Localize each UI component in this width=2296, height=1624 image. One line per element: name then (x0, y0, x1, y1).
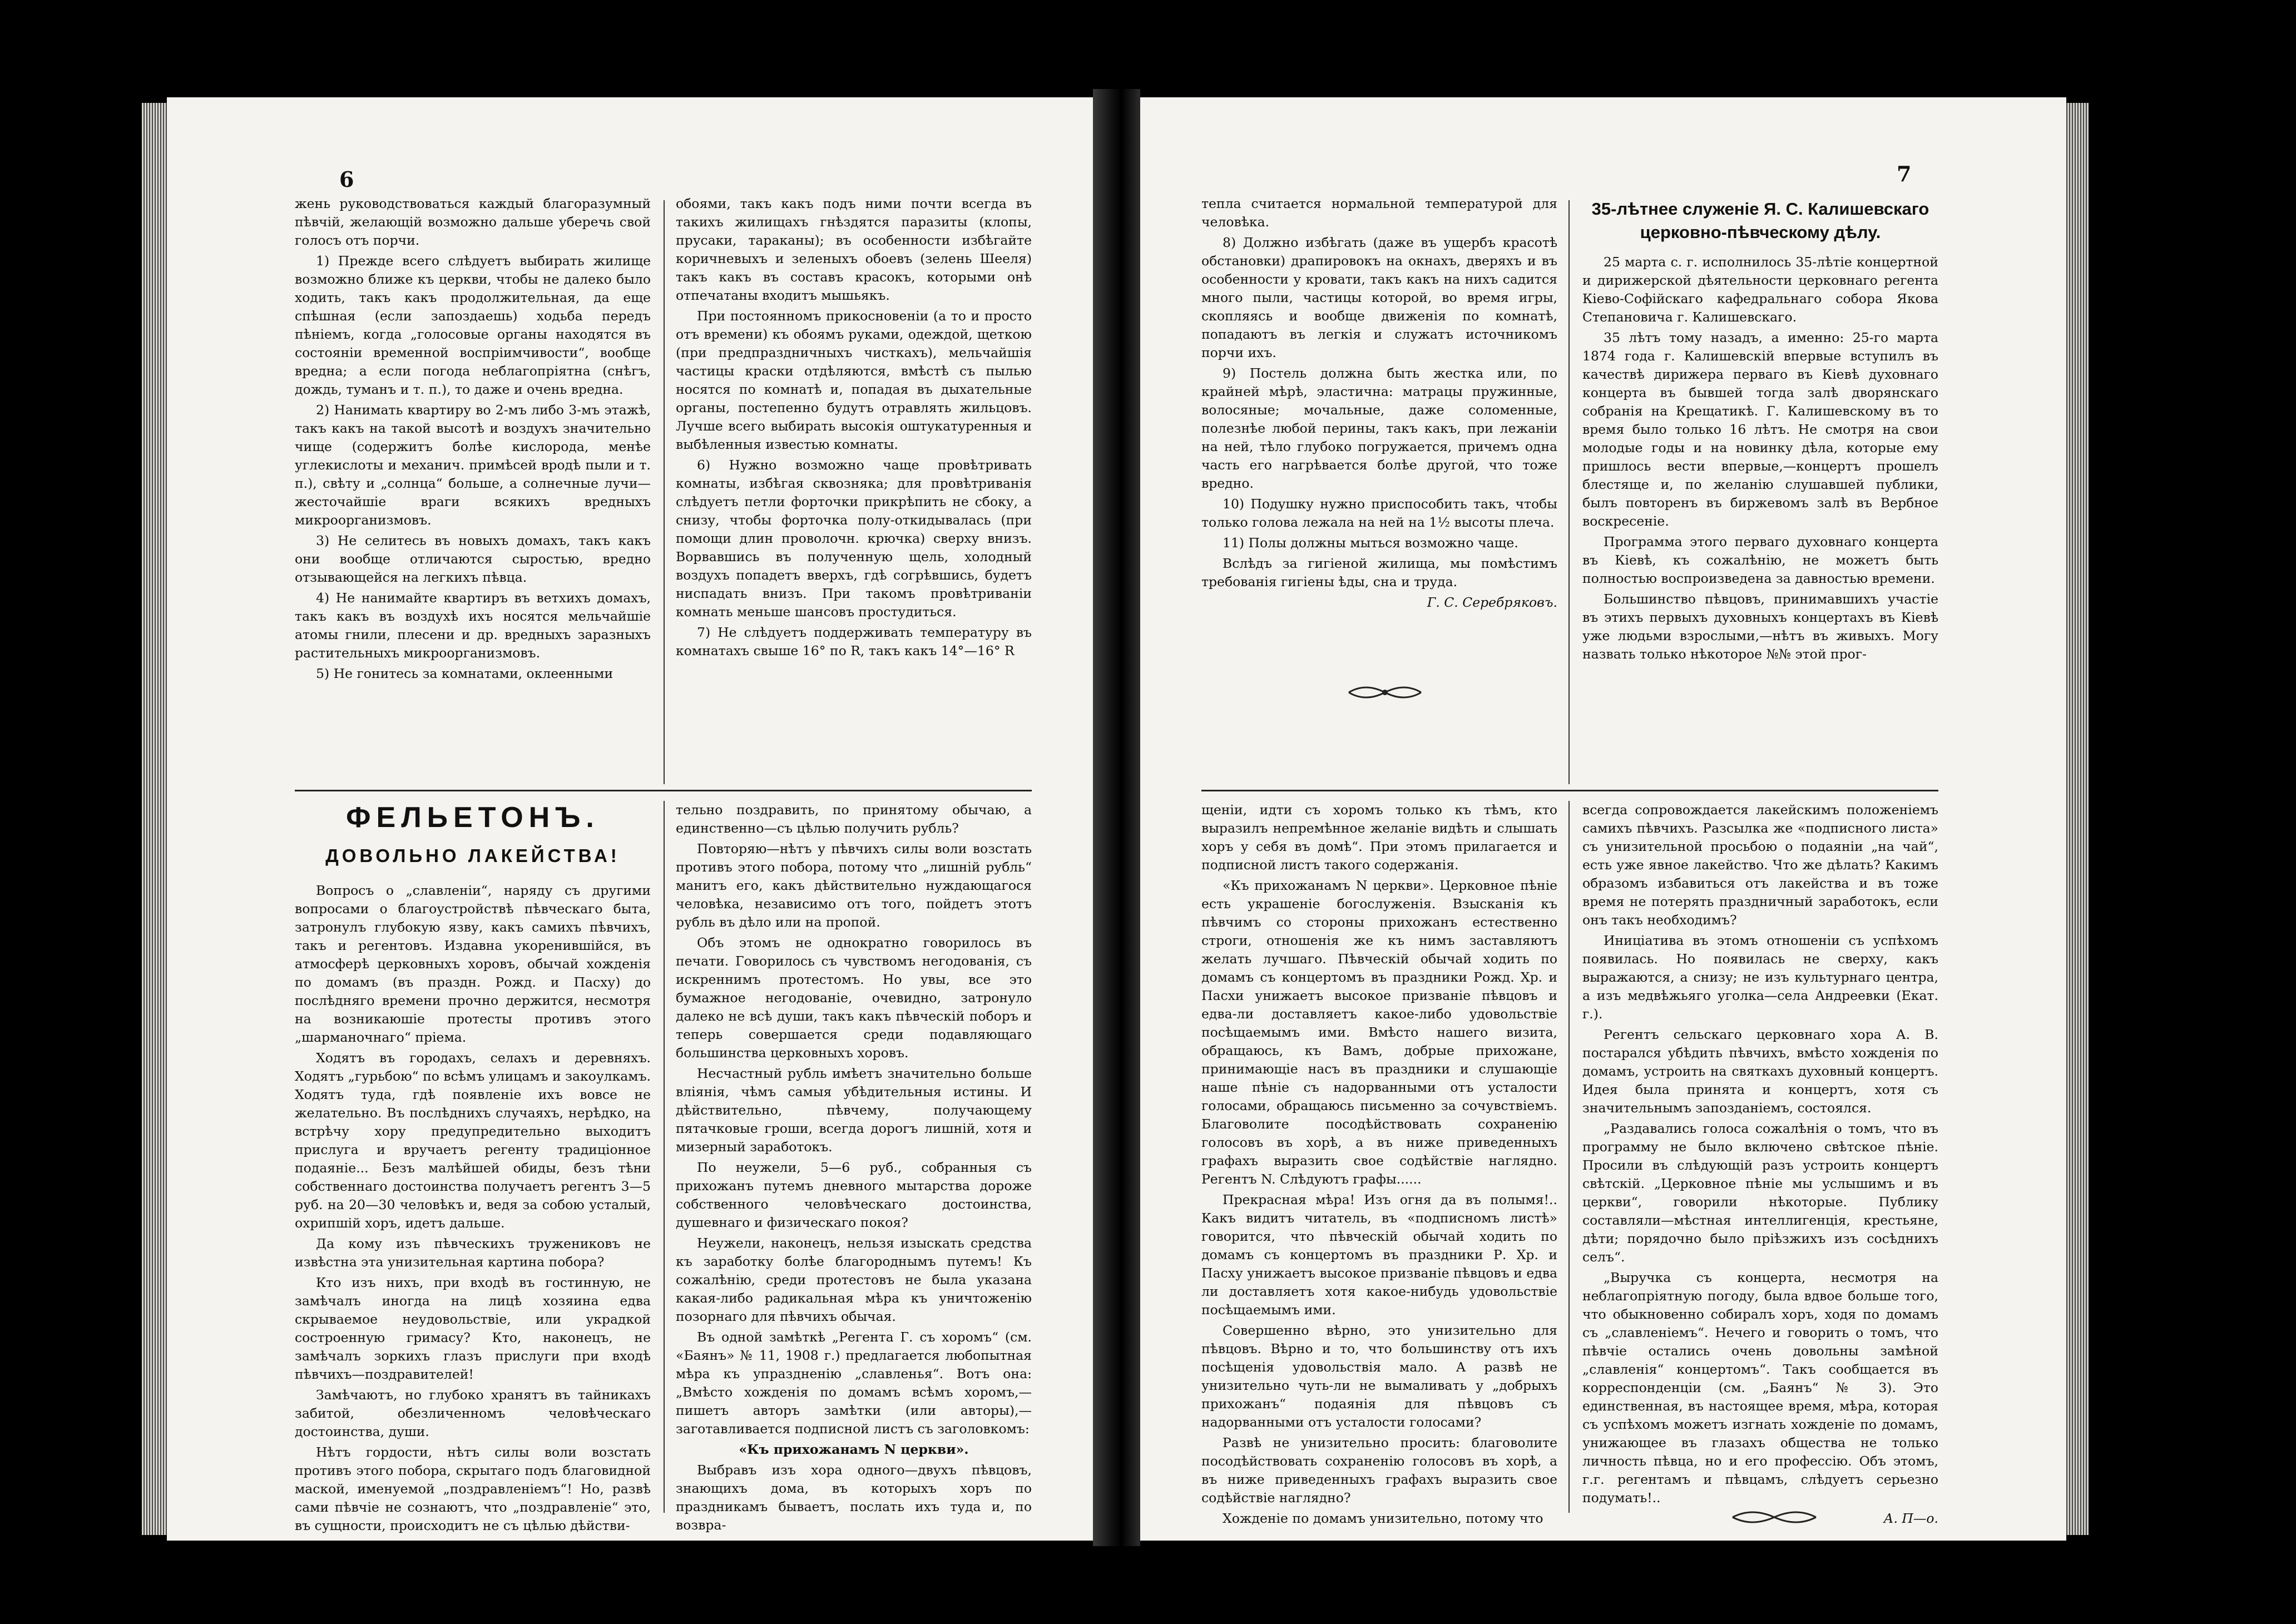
paragraph: 10) Подушку нужно приспособить такъ, чтобы только голова лежала на ней на 1½ высоты плеча. (1201, 496, 1557, 530)
paragraph: Большинство пѣвцовъ, принимавшихъ участіе въ этихъ первыхъ духовныхъ концертахъ въ Кіевѣ уже людьми взрослыми,—нѣтъ въ живыхъ. Могу назвать только нѣкоторое №№ этой прог- (1582, 591, 1938, 662)
right-top-column-2 (1582, 253, 1938, 666)
paragraph: 5) Не гонитесь за комнатами, оклеенными (316, 666, 613, 681)
paragraph: всегда сопровождается лакейскимъ положеніемъ самихъ пѣвчихъ. Разсылка же «подписного листа» съ унизительной просьбою о подаяніи „на чай“, есть уже явное лакейство. Что же дѣлать? Какимъ образомъ избавиться отъ лакейства и въ тоже время не потерять праздничный заработокъ, если онъ такъ необходимъ? (1582, 802, 1938, 928)
paragraph: „Раздавались голоса сожалѣнія о томъ, что въ программу не было включено свѣтское пѣніе. Просили въ слѣдующій разъ устроить концертъ свѣтскій. „Церковное пѣніе мы услышимъ и въ церкви“, говорили нѣкоторые. Публику составляли—мѣстная интеллигенція, крестьяне, дѣти; порядочно было пріѣзжихъ изъ сосѣднихъ селъ“. (1582, 1121, 1938, 1265)
paragraph: Вслѣдъ за гигіеной жилища, мы помѣстимъ требованія гигіены ѣды, сна и труда. (1201, 556, 1557, 590)
paragraph: 11) Полы должны мыться возможно чаще. (1223, 535, 1518, 551)
paragraph: 7) Не слѣдуетъ поддерживать температуру въ комнатахъ свыше 16° по R, такъ какъ 14°—16° R (676, 625, 1032, 658)
paragraph: Иниціатива въ этомъ отношеніи съ успѣхомъ появилась. Но появилась не сверху, какъ выражаются, а снизу; не изъ культурнаго центра, а изъ медвѣжьяго уголка—села Андреевки (Екат. г.). (1582, 933, 1938, 1022)
paragraph: 3) Не селитесь въ новыхъ домахъ, такъ какъ они вообще отличаются сыростью, вредно отзывающейся на легкихъ пѣвца. (295, 533, 651, 585)
left-top-column-1 (295, 195, 651, 685)
paragraph: Объ этомъ не однократно говорилось въ печати. Говорилось съ чувствомъ негодованія, съ искреннимъ протестомъ. Но увы, все это бумажное негодованіе, очевидно, затронуло далеко не всѣ души, такъ какъ пѣвческій поборъ и теперь совершается среди подавляющаго большинства церковныхъ хоровъ. (676, 935, 1032, 1061)
paragraph: Хожденіе по домамъ унизительно, потому что (1223, 1511, 1543, 1526)
paragraph: Замѣчаютъ, но глубоко хранятъ въ тайникахъ забитой, обезличенномъ человѣческаго достоинства, души. (295, 1387, 651, 1439)
left-bottom-column-1 (295, 882, 651, 1537)
page-number-right: 7 (1897, 161, 1912, 186)
left-bottom-column-2 (676, 801, 1032, 1537)
paragraph: 6) Нужно возможно чаще провѣтривать комнаты, избѣгая сквозняка; для провѣтриванія слѣдуетъ петли форточки прикрѣпить не сбоку, а снизу, чтобы форточка полу-откидывалась (при помощи длин проволочн. крючка) сверху внизъ. Ворвавшись въ полученную щель, холодный воздухъ попадетъ вверхъ, гдѣ согрѣвшись, будетъ ниспадать внизъ. При такомъ провѣтриваніи комнать меньше шансовъ простудиться. (676, 457, 1032, 620)
ornament-end (1730, 1507, 1819, 1529)
paragraph: Нѣтъ гордости, нѣтъ силы воли возстать противъ этого побора, скрытаго подъ благовидной маской, именуемой „поздравленіемъ“! Но, развѣ сами пѣвчіе не сознаютъ, что „поздравленіе“ это, въ сущности, происходитъ не съ цѣлью дѣйстви- (295, 1444, 651, 1533)
book-edge-left (142, 103, 167, 1535)
paragraph: «Къ прихожанамъ N церкви». Церковное пѣніе есть украшеніе богослуженія. Взысканія къ пѣвчимъ со стороны прихожанъ естественно строги, отношенія же къ нимъ заставляютъ желать лучшаго. Пѣвческій обычай ходить по домамъ съ концертомъ въ праздники Рожд. Хр. и Пасхи унижаетъ высокое призваніе пѣвцовъ и едва-ли доставляетъ какое-либо удовольствіе посѣщаемымъ ими. Вмѣсто нашего визита, обращаюсь, къ Вамъ, добрые прихожане, принимающіе насъ въ праздники и слушающіе наше пѣніе съ надорванными отъ усталости голосами, обращаюсь письменно за сочувствіемъ. Благоволите посодѣйствовать сохраненію голосовъ въ хорѣ, а въ ниже приведенныхъ графахъ выразить свое содѣйствіе наглядно. Регентъ N. Слѣдуютъ графы...... (1201, 878, 1557, 1187)
paragraph: жень руководствоваться каждый благоразумный пѣвчій, желающій возможно дальше уберечь свой голосъ отъ порчи. (295, 196, 651, 248)
right-bottom-column-2 (1582, 801, 1938, 1530)
left-top-column-2 (676, 195, 1032, 662)
ornament-divider (1346, 681, 1424, 706)
paragraph: Выбравъ изъ хора одного—двухъ пѣвцовъ, знающихъ дома, въ которыхъ хоръ по праздникамъ бываетъ, послать ихъ туда и, по возвра- (676, 1462, 1032, 1533)
paragraph: Совершенно вѣрно, это унизительно для пѣвцовъ. Вѣрно и то, что большинству отъ ихъ посѣщенія удовольствія мало. А развѣ не унизительно чуть-ли не вымаливать у „добрыхъ прихожанъ“ подаянія для пѣвцовъ съ надорванными отъ усталости голосами? (1201, 1323, 1557, 1430)
paragraph: Развѣ не унизительно просить: благоволите посодѣйствовать сохраненію голосовъ въ хорѣ, а въ ниже приведенныхъ графахъ выразить свое содѣйствіе наглядно? (1201, 1435, 1557, 1506)
paragraph: По неужели, 5—6 руб., собранныя съ прихожанъ путемъ дневного мытарства дороже собственного человѣческаго достоинства, душевнаго и физическаго покоя? (676, 1160, 1032, 1230)
paragraph: 1) Прежде всего слѣдуетъ выбирать жилище возможно ближе къ церкви, чтобы не далеко было ходить, такъ какъ продолжительная, да еще спѣшная (если запоздаешь) ходьба передъ пѣніемъ, когда „голосовые органы находятся въ состояніи временной воспріимчивости“, вообще вредна; а если погода неблагопріятна (снѣгъ, дождь, туманъ и т. п.), то даже и очень вредна. (295, 253, 651, 397)
right-top-column-1 (1201, 195, 1557, 614)
paragraph: Ходятъ въ городахъ, селахъ и деревняхъ. Ходятъ „гурьбою“ по всѣмъ улицамъ и закоулкамъ. Ходятъ туда, гдѣ появленіе ихъ вовсе не желательно. Въ послѣднихъ случаяхъ, нерѣдко, на встрѣчу хору предупредительно выходитъ прислуга и вручаетъ регенту традиціонное подаяніе... Безъ малѣйшей обиды, безъ тѣни собственнаго достоинства получаетъ регентъ 3—5 руб. на 20—30 человѣкъ и, ведя за собою усталый, охрипшій хоръ, идетъ дальше. (295, 1050, 651, 1231)
paragraph: Несчастный рубль имѣетъ значительно больше вліянія, чѣмъ самыя убѣдительныя истины. И дѣйствительно, пѣвчему, получающему пятачковые гроши, всегда дорогъ лишній, хотя и мизерный заработокъ. (676, 1066, 1032, 1155)
paragraph: 25 марта с. г. исполнилось 35-лѣтіе концертной и дирижерской дѣятельности церковнаго регента Кіево-Софійскаго кафедральнаго собора Якова Степановича г. Калишевскаго. (1582, 254, 1938, 325)
jubilee-heading: 35-лѣтнее служеніе Я. С. Калишевскаго церковно-пѣвческому дѣлу. (1591, 199, 1929, 242)
column-rule (664, 200, 665, 784)
feuilleton-subtitle: ДОВОЛЬНО ЛАКЕЙСТВА! (325, 845, 620, 866)
paragraph: Да кому изъ пѣвческихъ тружениковъ не извѣстна эта унизительная картина побора? (295, 1236, 651, 1270)
page-number-left: 6 (339, 167, 354, 192)
column-rule (1568, 801, 1570, 1513)
paragraph: Неужели, наконецъ, нельзя изыскать средства къ заработку болѣе благороднымъ путемъ! Къ сожалѣнію, среди протестовъ не была указана какая-либо радикальная мѣра къ уничтоженію позорнаго для пѣвчихъ обычая. (676, 1235, 1032, 1324)
page-left (167, 97, 1093, 1541)
paragraph: Вопросъ о „славленіи“, наряду съ другими вопросами о благоустройствѣ пѣвческаго быта, затронулъ глубокую язву, какъ самихъ пѣвчихъ, такъ и регентовъ. Издавна укоренившійся, въ атмосферѣ церковныхъ хоровъ, обычай хожденія по домамъ (въ праздн. Рожд. и Пасху) до послѣдняго времени прочно держится, несмотря на возникаюшіе протесты противъ этого „шарманочнаго“ пріема. (295, 883, 651, 1045)
book-edge-right (2066, 103, 2089, 1535)
paragraph: „Выручка съ концерта, несмотря на неблагопріятную погоду, была вдвое больше того, что обыкновенно собиралъ хоръ, ходя по домамъ съ „славленіемъ“. Нечего и говорить о томъ, что пѣвчіе остались очень довольны замѣной „славленія“ концертомъ“. Такъ сообщается въ корреспонденціи (см. „Баянъ“ № 3). Это единственная, въ настоящее время, мѣра, которая съ успѣхомъ можетъ изгнать хожденіе по домамъ, унижающее въ глазахъ общества не только личность пѣвца, но и его профессію. Объ этомъ, г.г. регентамъ и пѣвцамъ, слѣдуетъ серьезно подумать!.. (1582, 1270, 1938, 1506)
paragraph: 35 лѣтъ тому назадъ, а именно: 25-го марта 1874 года г. Калишевскій впервые вступилъ въ качествѣ дирижера перваго въ Кіевѣ духовнаго концерта въ бывшей тогда залѣ дворянскаго собранія на Крещатикѣ. Г. Калишевскому въ то время было только 16 лѣтъ. Не смотря на свои молодые годы и на новинку дѣла, которые ему пришлось вести впервые,—концертъ прошелъ блестяще и, по желанію слушавшей публики, былъ повторенъ въ биржевомъ залѣ въ Вербное воскресеніе. (1582, 330, 1938, 529)
paragraph: Повторяю—нѣтъ у пѣвчихъ силы воли возстать противъ этого побора, потому что „лишній рубль“ манитъ его, какъ дѣйствительно нуждающагося человѣка, независимо отъ того, пойдетъ этотъ рубль въ дѣло или на пропой. (676, 841, 1032, 930)
section-divider (295, 790, 1032, 791)
paragraph: 4) Не нанимайте квартиръ въ ветхихъ домахъ, такъ какъ въ воздухѣ ихъ носятся мельчайшіе атомы гнили, плесени и др. вредныхъ заразныхъ растительныхъ микроорганизмовъ. (295, 590, 651, 661)
right-bottom-column-1 (1201, 801, 1557, 1530)
book-spine (1093, 89, 1140, 1546)
paragraph: щеніи, идти съ хоромъ только къ тѣмъ, кто выразилъ непремѣнное желаніе видѣть и слышать хоръ у себя въ домѣ“. При этомъ прилагается и подписной листъ такого содержанія. (1201, 802, 1557, 873)
paragraph: «Къ прихожанамъ N церкви». (739, 1442, 969, 1457)
column-rule (664, 801, 665, 1513)
paragraph: обоями, такъ какъ подъ ними почти всегда въ такихъ жилищахъ гнѣздятся паразиты (клопы, прусаки, тараканы); въ особенности избѣгайте коричневыхъ и зеленыхъ обоевъ (зелень Шееля) такъ какъ въ составъ красокъ, которыми онѣ отпечатаны входитъ мышьякъ. (676, 196, 1032, 303)
paragraph: тельно поздравить, по принятому обычаю, а единственно—съ цѣлью получить рубль? (676, 802, 1032, 836)
paragraph: При постоянномъ прикосновеніи (а то и просто отъ времени) къ обоямъ руками, одеждой, щеткою (при предпраздничныхъ чисткахъ), мельчайшія частицы краски отдѣляются, вмѣстѣ съ пылью носятся по комнатѣ и, попадая въ дыхательные органы, постепенно будутъ отравлять жильцовъ. Лучше всего выбирать высокія оштукатуренныя и выбѣленныя известью комнаты. (676, 308, 1032, 452)
paragraph: тепла считается нормальной температурой для человѣка. (1201, 196, 1557, 230)
paragraph: А. П—о. (1883, 1511, 1938, 1526)
section-divider (1201, 790, 1938, 791)
feuilleton-title: ФЕЛЬЕТОНЪ. (346, 801, 600, 834)
paragraph: Въ одной замѣткѣ „Регента Г. съ хоромъ“ (см. «Баянъ» № 11, 1908 г.) предлагается любопытная мѣра къ упраздненію „славленья“. Вотъ она: „Вмѣсто хожденія по домамъ всѣмъ хоромъ,—пишетъ авторъ замѣтки (или авторы),—заготавливается подписной листъ съ заголовкомъ: (676, 1329, 1032, 1437)
column-rule (1568, 200, 1570, 784)
page-right (1140, 97, 2066, 1541)
paragraph: 2) Нанимать квартиру во 2-мъ либо 3-мъ этажѣ, такъ какъ на такой высотѣ и воздухъ значительно чище (содержитъ болѣе кислорода, менѣе углекислоты и механич. примѣсей вродѣ пыли и т. п.), свѣту и „солнца“ больше, а солнечные лучи—жесточайшіе враги всякихъ вредныхъ микроорганизмовъ. (295, 402, 651, 528)
paragraph: Программа этого перваго духовнаго концерта въ Кіевѣ, къ сожалѣнію, не можетъ быть полностью воспроизведена за давностью времени. (1582, 534, 1938, 586)
paragraph: Кто изъ нихъ, при входѣ въ гостинную, не замѣчалъ иногда на лицѣ хозяина едва скрываемое неудовольствіе, или укрaдкой состроенную гримасу? Кто, наконецъ, не замѣчалъ зоркихъ глазъ прислуги при входѣ пѣвчихъ—поздравителей! (295, 1275, 651, 1382)
paragraph: 9) Постель должна быть жестка или, по крайней мѣрѣ, эластична: матрацы пружинные, волосяные; мочальные, даже соломенные, полезнѣе любой перины, такъ какъ, при лежаніи на ней, тѣло глубоко погружается, причемъ одна часть его нагрѣвается болѣе другой, что тоже вредно. (1201, 365, 1557, 491)
paragraph: Прекрасная мѣра! Изъ огня да въ полымя!.. Какъ видитъ читатель, въ «подписномъ листѣ» говорится, что пѣвческій обычай ходить по домамъ съ концертомъ въ праздники Р. Хр. и Пасху унижаетъ высокое призваніе пѣвцовъ и едва ли доставляетъ хотя какое-нибудь удовольствіе посѣщаемымъ ими. (1201, 1192, 1557, 1318)
paragraph: 8) Должно избѣгать (даже въ ущербъ красотѣ обстановки) драпировокъ на окнахъ, дверяхъ и въ особенности у кровати, такъ какъ на нихъ садится много пыли, частицы которой, во время игры, скопляясь и вообще движенія по комнатѣ, попадаютъ въ легкія и служатъ источникомъ порчи ихъ. (1201, 235, 1557, 360)
paragraph: Г. С. Серебряковъ. (1427, 595, 1557, 610)
paragraph: Регентъ сельскаго церковнаго хора А. В. постарался убѣдить пѣвчихъ, вмѣсто хожденія по домамъ, устроить на святкахъ духовный концертъ. Идея была принята и концертъ, хотя съ значительнымъ запозданіемъ, состоялся. (1582, 1027, 1938, 1116)
